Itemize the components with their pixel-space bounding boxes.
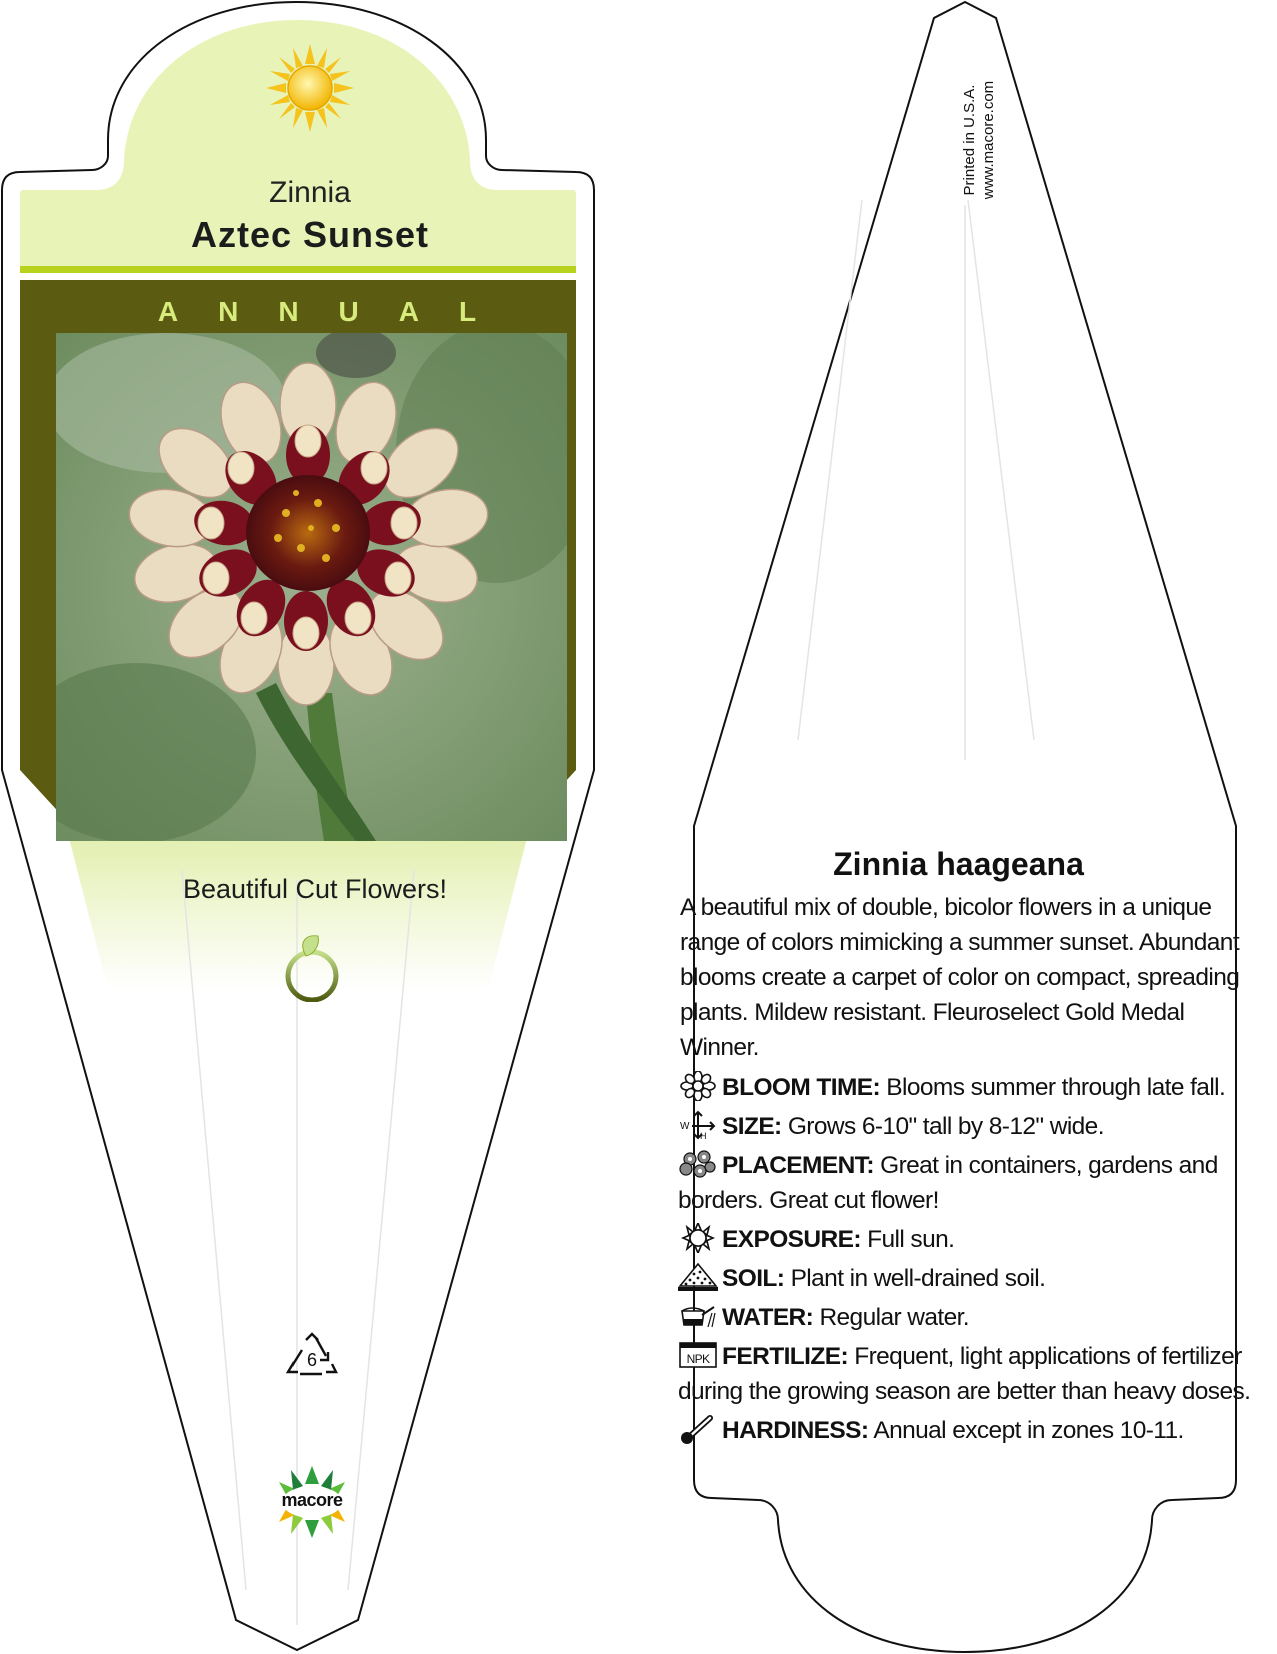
svg-text:NPK: NPK [686, 1352, 710, 1366]
soil-label: SOIL: [722, 1265, 785, 1292]
soil-icon [678, 1262, 718, 1292]
size-icon [678, 1110, 718, 1140]
sun-outline-icon [678, 1223, 718, 1253]
npk-icon [678, 1340, 718, 1370]
website: www.macore.com [980, 80, 997, 200]
care-row-soil [678, 1261, 1260, 1296]
flower-icon [678, 1071, 718, 1101]
hardiness-label: HARDINESS: [722, 1417, 869, 1444]
macore-logo-text: macore [281, 1490, 343, 1510]
header-divider [20, 266, 576, 273]
hardiness-text: Annual except in zones 10-11. [873, 1417, 1184, 1444]
placement-label: PLACEMENT: [722, 1152, 874, 1179]
exposure-label: EXPOSURE: [722, 1226, 861, 1253]
bloom-time-text: Blooms summer through late fall. [886, 1074, 1226, 1101]
svg-text:W: W [680, 1121, 689, 1132]
recycle-icon [286, 1332, 338, 1380]
care-row-exposure [678, 1222, 1260, 1257]
water-text: Regular water. [819, 1304, 970, 1331]
seedling-icon [284, 932, 340, 1002]
care-row-water [678, 1300, 1260, 1335]
botanical-name: Zinnia haageana [833, 846, 1084, 882]
thermometer-icon [678, 1414, 718, 1444]
care-row-size [678, 1109, 1260, 1144]
care-row-fertilize [678, 1339, 1260, 1409]
care-row-bloom-time [678, 1070, 1260, 1105]
size-label: SIZE: [722, 1113, 782, 1140]
care-row-placement [678, 1148, 1260, 1218]
sun-icon [266, 44, 354, 132]
water-label: WATER: [722, 1304, 814, 1331]
genus-name: Zinnia [269, 176, 351, 209]
fertilize-text: Frequent, light applications of fertilizer during the growing season are better than heavy doses. [678, 1343, 1251, 1405]
category-label: ANNUAL [157, 296, 517, 327]
placement-icon [678, 1149, 718, 1179]
back-tag [640, 0, 1277, 1654]
size-text: Grows 6-10" tall by 8-12" wide. [787, 1113, 1104, 1140]
fertilize-label: FERTILIZE: [722, 1343, 849, 1370]
watering-can-icon [678, 1301, 718, 1331]
cultivar-name: Aztec Sunset [190, 214, 430, 255]
plant-description: A beautiful mix of double, bicolor flowers in a unique range of colors mimicking a summer sunset. Abundant blooms create a carpet of color on compact, spreading plants. Mildew resistant. Fleuroselect Gold Medal Winner. [680, 894, 1240, 1061]
recycle-number: 6 [306, 1350, 318, 1370]
exposure-text: Full sun. [867, 1226, 955, 1253]
tagline: Beautiful Cut Flowers! [182, 874, 448, 904]
flower-photo [56, 333, 567, 841]
bloom-time-label: BLOOM TIME: [722, 1074, 881, 1101]
care-row-hardiness [678, 1413, 1260, 1448]
soil-text: Plant in well-drained soil. [790, 1265, 1046, 1292]
printed-credit [960, 50, 1000, 230]
placement-text: Great in containers, gardens and borders. Great cut flower! [678, 1152, 1218, 1214]
svg-text:H: H [700, 1131, 706, 1140]
printed-in: Printed in U.S.A. [961, 84, 978, 196]
